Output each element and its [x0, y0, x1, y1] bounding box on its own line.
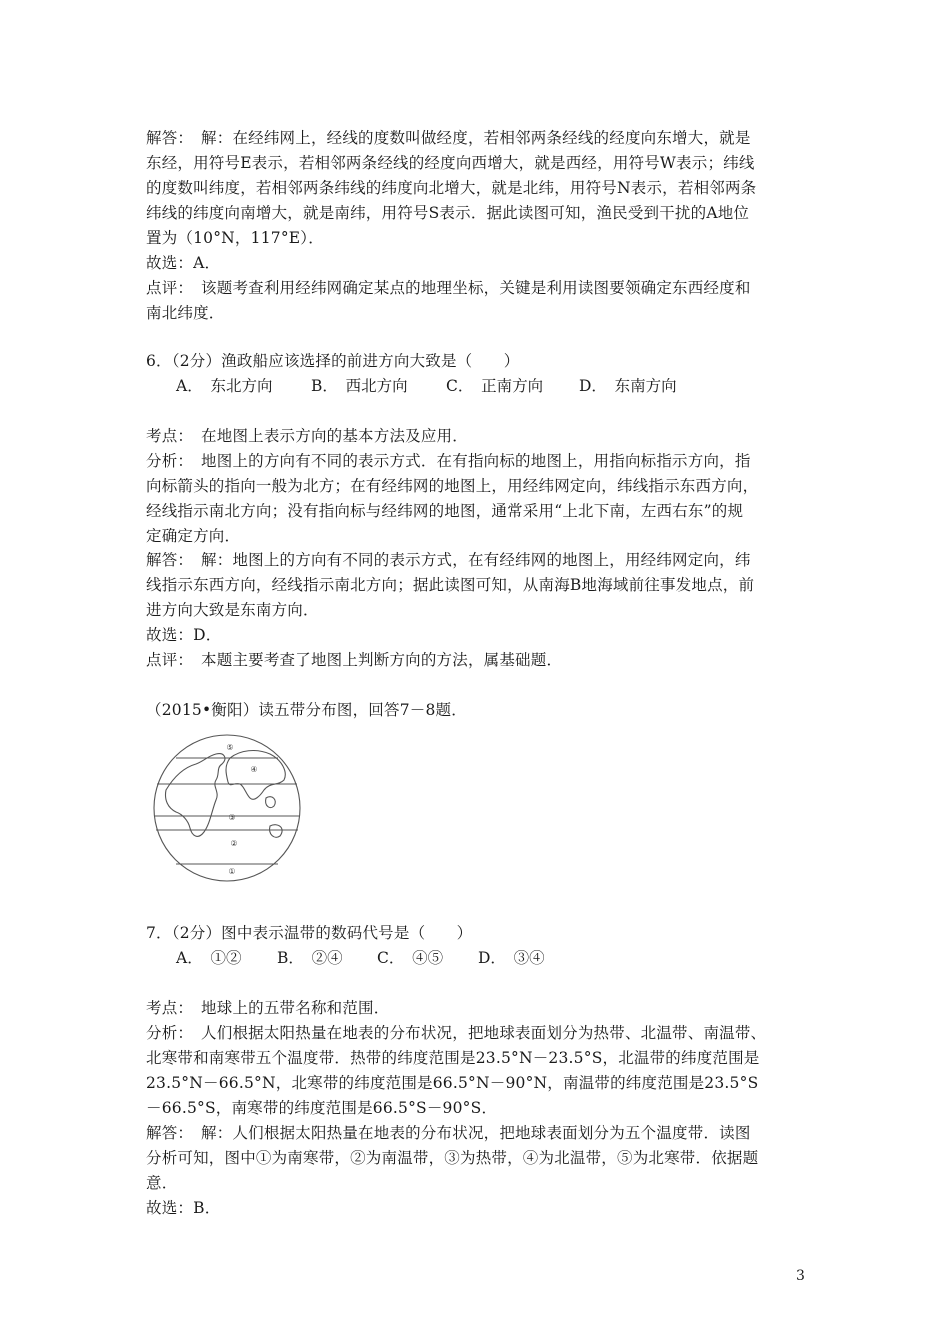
q6-stem: 6．（2分）渔政船应该选择的前进方向大致是（ ） [146, 352, 520, 370]
q5-answer-line-1: 解答： 解：在经纬网上，经线的度数叫做经度，若相邻两条经线的经度向东增大，就是 [146, 129, 751, 147]
q7-jieda-line-3: 意． [146, 1174, 178, 1192]
q7-option-a: A． ①② [176, 949, 242, 967]
q6-fenxi-line-4: 定确定方向． [146, 527, 241, 545]
q7-option-d: D． ③④ [478, 949, 545, 967]
q7-jieda-line-2: 分析可知，图中①为南寒带，②为南温带，③为热带，④为北温带，⑤为北寒带．依据题 [146, 1149, 759, 1167]
q6-option-d: D． 东南方向 [579, 377, 677, 395]
q5-answer-line-2: 东经，用符号E表示，若相邻两条经线的经度向西增大，就是西经，用符号W表示；纬线 [146, 154, 755, 172]
q6-jieda-line-3: 进方向大致是东南方向． [146, 601, 319, 619]
q7-jieda-line-1: 解答： 解：人们根据太阳热量在地表的分布状况，把地球表面划分为五个温度带．读图 [146, 1124, 751, 1142]
zone-label-5: ⑤ [226, 743, 234, 752]
q5-comment-line-1: 点评： 该题考查利用经纬网确定某点的地理坐标，关键是利用读图要领确定东西经度和 [146, 279, 751, 297]
q7-choice: 故选：B． [146, 1199, 221, 1217]
zone-label-1: ① [228, 867, 236, 876]
q6-fenxi-line-3: 经线指示南北方向；没有指向标与经纬网的地图，通常采用“上北下南，左西右东”的规 [146, 502, 744, 520]
q6-fenxi-line-1: 分析： 地图上的方向有不同的表示方式．在有指向标的地图上，用指向标指示方向，指 [146, 452, 751, 470]
q5-answer-line-5: 置为（10°N，117°E）． [146, 229, 324, 247]
page-number: 3 [796, 1268, 805, 1284]
q6-kaodian: 考点： 在地图上表示方向的基本方法及应用． [146, 427, 468, 445]
q7-option-b: B． ②④ [277, 949, 343, 967]
q6-option-a: A． 东北方向 [176, 377, 273, 395]
q7-fenxi-line-1: 分析： 人们根据太阳热量在地表的分布状况，把地球表面划分为热带、北温带、南温带、 [146, 1024, 767, 1042]
q7-fenxi-line-2: 北寒带和南寒带五个温度带．热带的纬度范围是23.5°N－23.5°S，北温带的纬度范围是 [146, 1049, 760, 1067]
q6-option-b: B． 西北方向 [311, 377, 408, 395]
q6-jieda-line-2: 线指示东西方向，经线指示南北方向；据此读图可知，从南海B地海域前往事发地点，前 [146, 576, 755, 594]
q5-answer-line-3: 的度数叫纬度，若相邻两条纬线的纬度向北增大，就是北纬，用符号N表示，若相邻两条 [146, 179, 757, 197]
zone-label-2: ② [230, 839, 238, 848]
q5-answer-line-4: 纬线的纬度向南增大，就是南纬，用符号S表示．据此读图可知，渔民受到干扰的A地位 [146, 204, 750, 222]
zone-label-4: ④ [250, 765, 258, 774]
q7-fenxi-line-3: 23.5°N－66.5°N，北寒带的纬度范围是66.5°N－90°N，南温带的纬度范围是23.5°S [146, 1074, 759, 1092]
q6-choice: 故选：D． [146, 626, 222, 644]
q7-kaodian: 考点： 地球上的五带名称和范围． [146, 999, 390, 1017]
q6-jieda-line-1: 解答： 解：地图上的方向有不同的表示方式，在有经纬网的地图上，用经纬网定向，纬 [146, 551, 751, 569]
q7-option-c: C． ④⑤ [377, 949, 444, 967]
q6-fenxi-line-2: 向标箭头的指向一般为北方；在有经纬网的地图上，用经纬网定向，纬线指示东西方向， [146, 477, 759, 495]
q7-stem: 7．（2分）图中表示温带的数码代号是（ ） [146, 924, 473, 942]
five-zones-globe-figure [146, 728, 304, 886]
q5-comment-line-2: 南北纬度． [146, 304, 225, 322]
q7-fenxi-line-4: －66.5°S，南寒带的纬度范围是66.5°S－90°S． [146, 1099, 498, 1117]
globe-outline [154, 735, 300, 881]
q6-option-c: C． 正南方向 [446, 377, 544, 395]
zone-label-3: ③ [228, 813, 236, 822]
q5-choice: 故选：A． [146, 254, 221, 272]
q6-comment: 点评： 本题主要考查了地图上判断方向的方法，属基础题． [146, 651, 563, 669]
q7-8-intro: （2015•衡阳）读五带分布图，回答7－8题． [146, 701, 467, 719]
